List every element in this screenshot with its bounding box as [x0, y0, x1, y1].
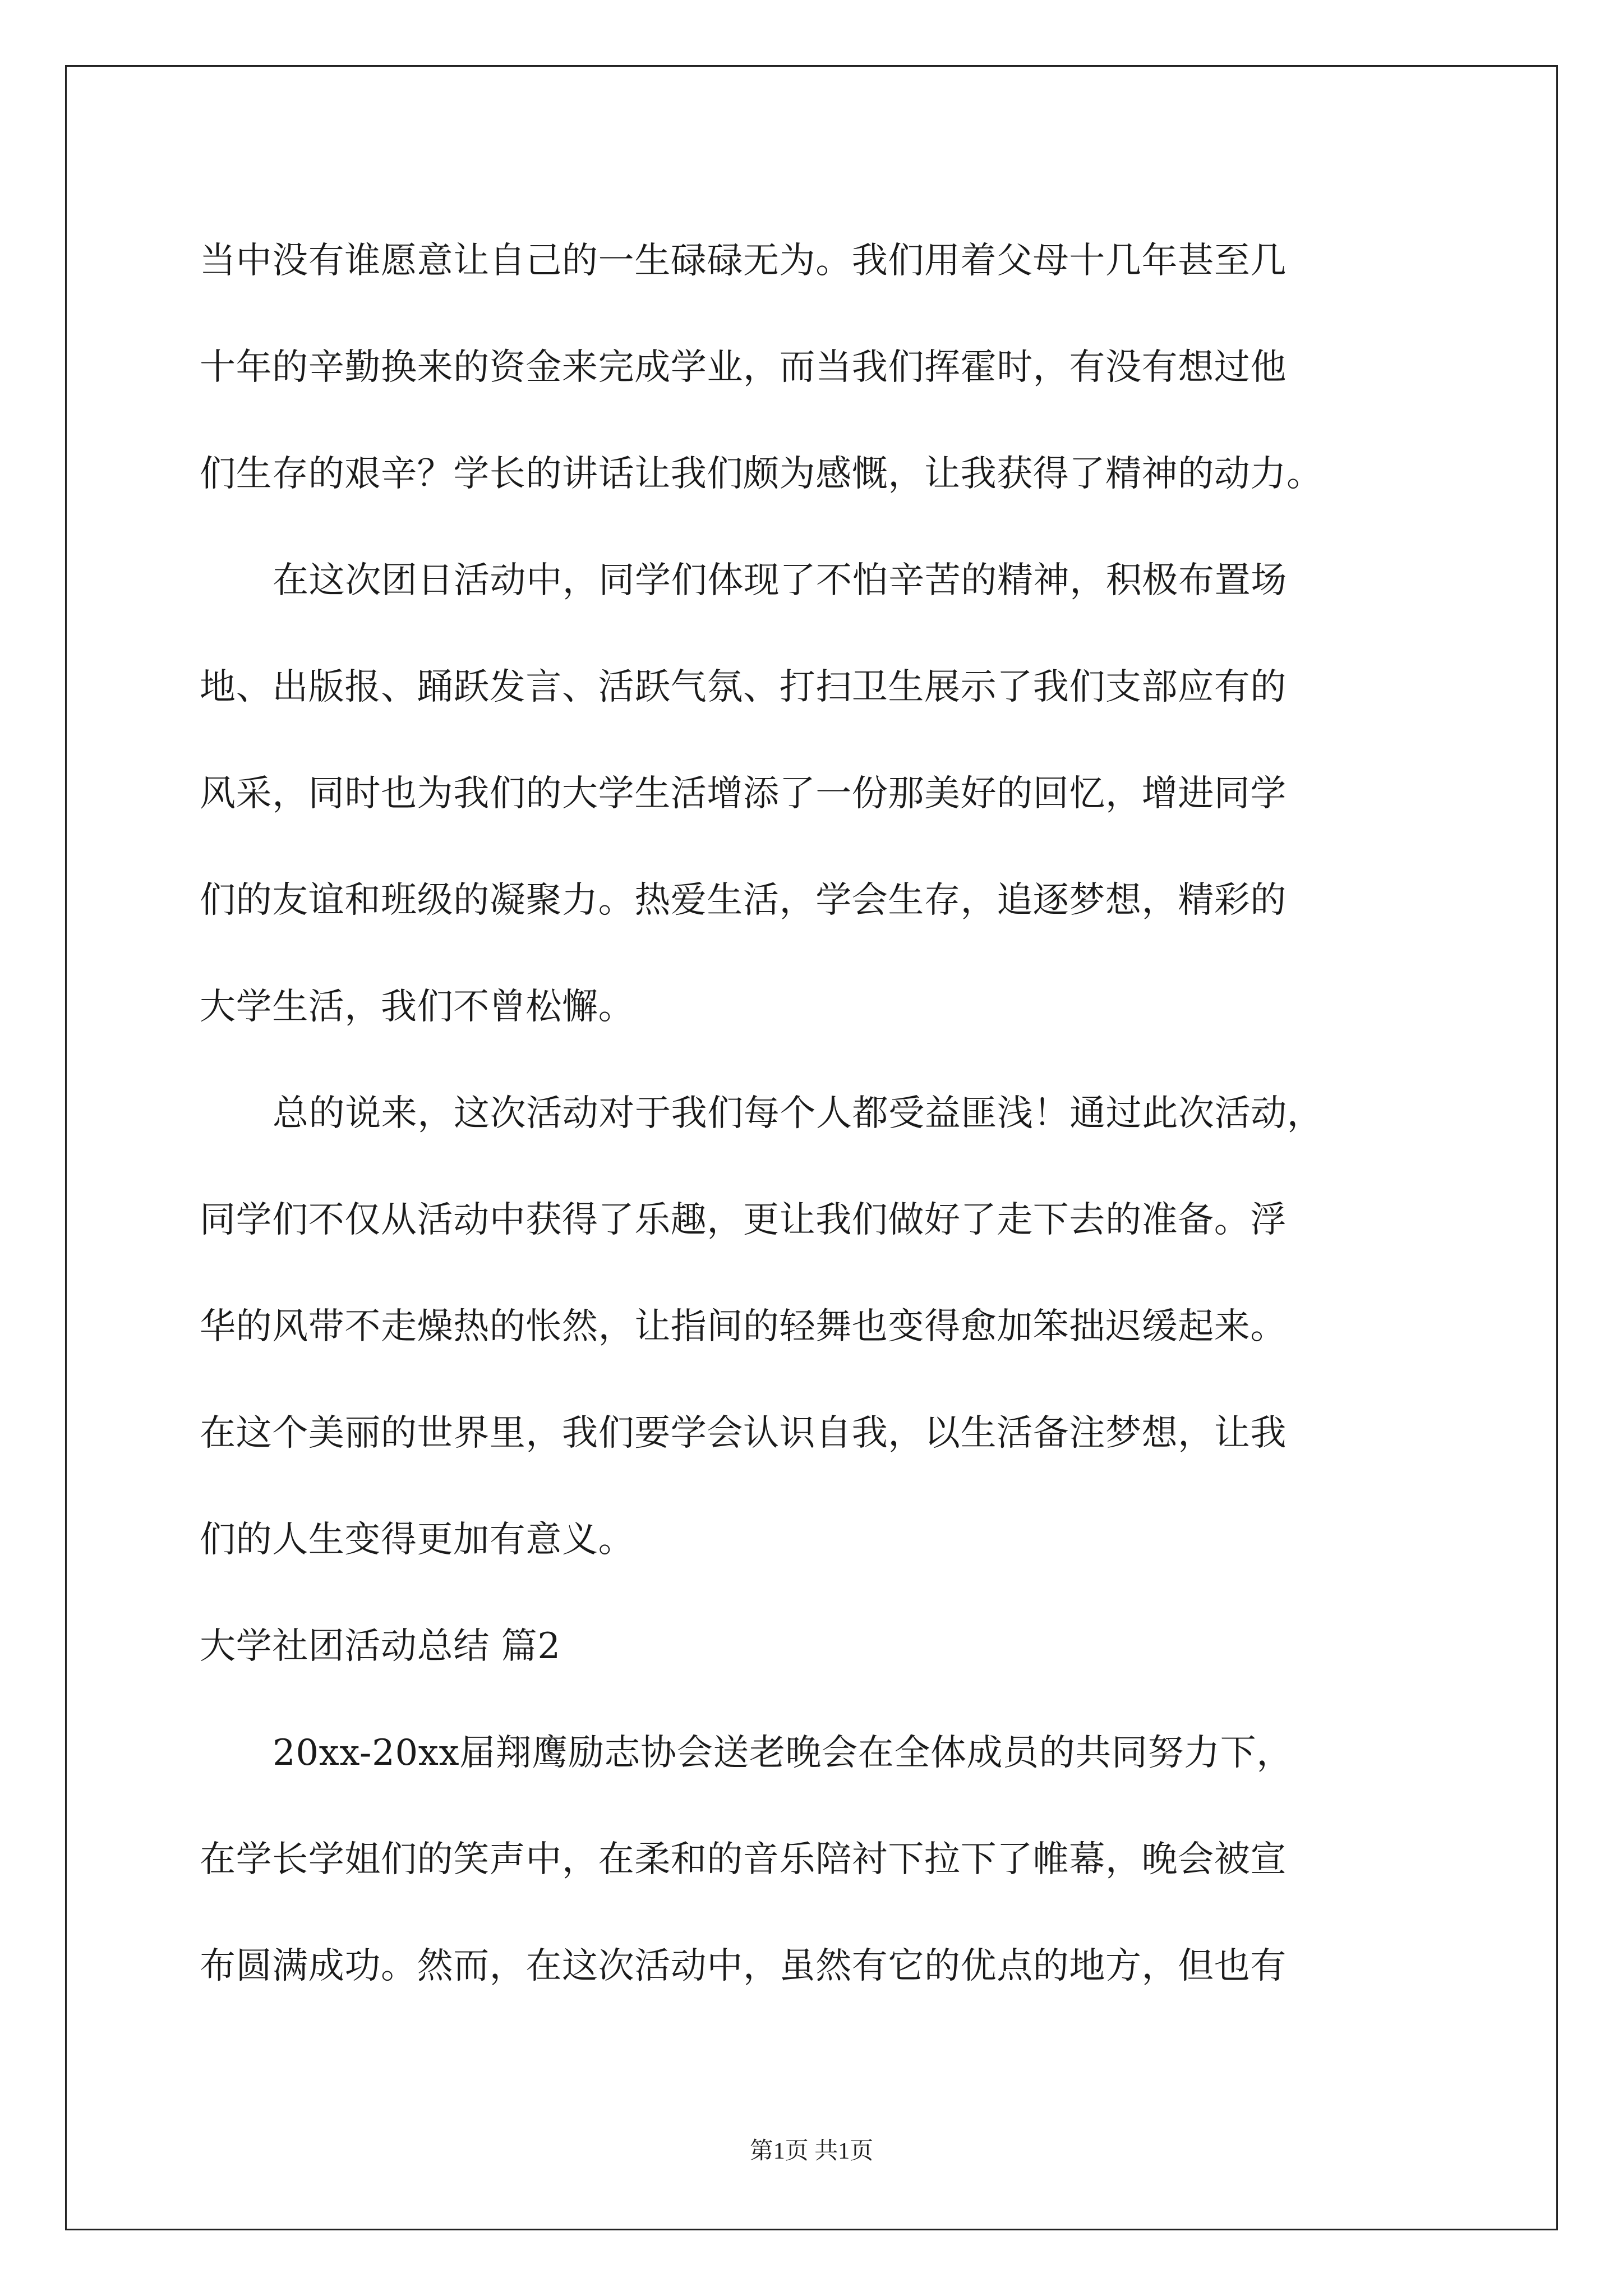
text-line: 们生存的艰辛？学长的讲话让我们颇为感慨，让我获得了精神的动力。 — [200, 453, 1323, 495]
page-footer: 第1页 共1页 — [749, 2138, 874, 2164]
text-line: 大学生活，我们不曾松懈。 — [200, 986, 635, 1028]
text-line: 当中没有谁愿意让自己的一生碌碌无为。我们用着父母十几年甚至几 — [200, 240, 1287, 282]
text-line: 地、出版报、踊跃发言、活跃气氛、打扫卫生展示了我们支部应有的 — [200, 666, 1287, 708]
text-line: 布圆满成功。然而，在这次活动中，虽然有它的优点的地方，但也有 — [200, 1945, 1287, 1987]
text-line: 总的说来，这次活动对于我们每个人都受益匪浅！通过此次活动， — [273, 1093, 1324, 1134]
text-line: 20xx-20xx届翔鹰励志协会送老晚会在全体成员的共同努力下， — [273, 1732, 1293, 1774]
text-line: 十年的辛勤换来的资金来完成学业，而当我们挥霍时，有没有想过他 — [200, 347, 1287, 388]
document-body — [200, 208, 1428, 2019]
text-line: 在这个美丽的世界里，我们要学会认识自我，以生活备注梦想，让我 — [200, 1412, 1287, 1454]
section-heading: 大学社团活动总结 篇2 — [200, 1626, 561, 1667]
text-line: 们的人生变得更加有意义。 — [200, 1519, 635, 1561]
text-line: 华的风带不走燥热的怅然，让指间的轻舞也变得愈加笨拙迟缓起来。 — [200, 1306, 1287, 1347]
text-line: 同学们不仅从活动中获得了乐趣，更让我们做好了走下去的准备。浮 — [200, 1199, 1287, 1241]
text-line: 在学长学姐们的笑声中，在柔和的音乐陪衬下拉下了帷幕，晚会被宣 — [200, 1839, 1287, 1880]
text-line: 在这次团日活动中，同学们体现了不怕辛苦的精神，积极布置场 — [273, 560, 1287, 601]
text-line: 们的友谊和班级的凝聚力。热爱生活，学会生存，追逐梦想，精彩的 — [200, 880, 1287, 921]
text-line: 风采，同时也为我们的大学生活增添了一份那美好的回忆，增进同学 — [200, 773, 1287, 815]
